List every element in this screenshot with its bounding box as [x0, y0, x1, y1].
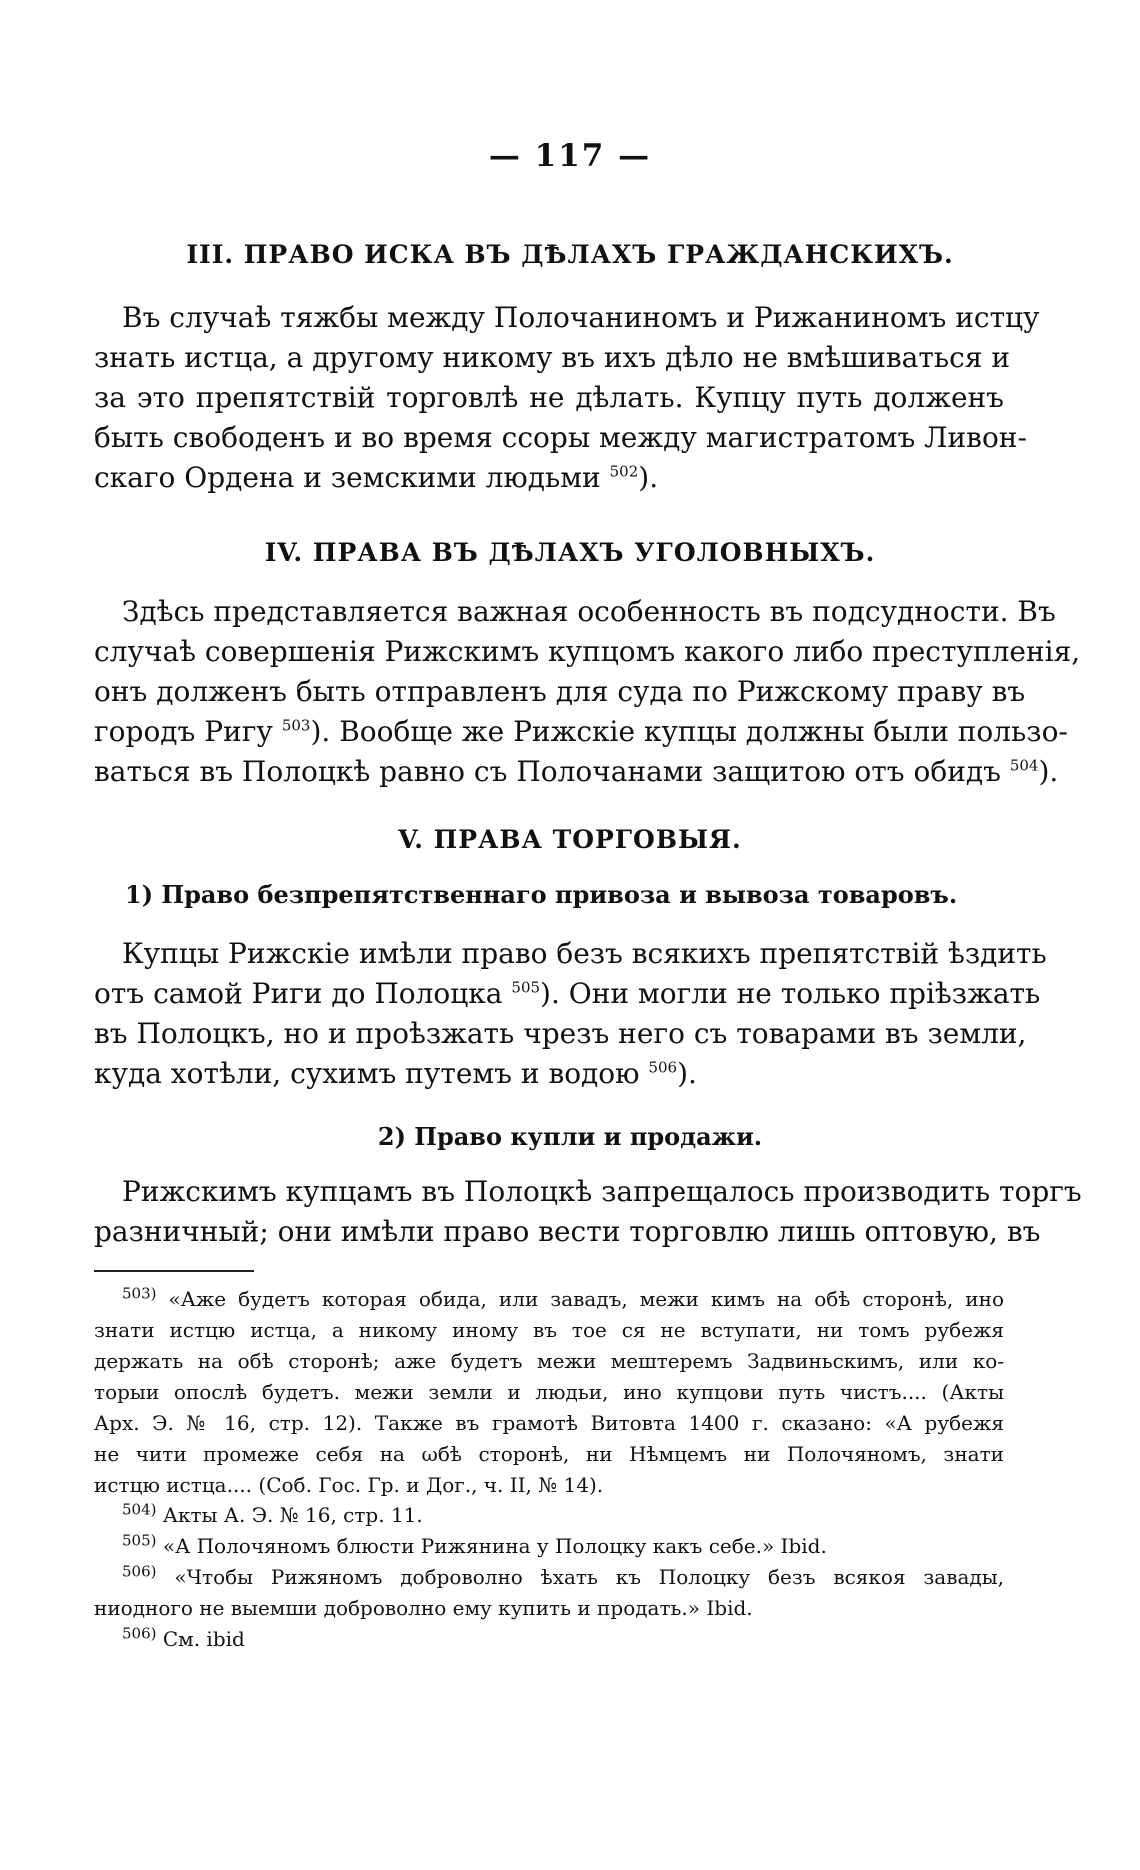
- text-line: онъ долженъ быть отправленъ для суда по Рижскому праву въ: [94, 675, 1026, 708]
- footnote-divider: [94, 1270, 254, 1272]
- footnote-505: [94, 1531, 1004, 1562]
- text-line: въ Полоцкъ, но и проѣзжать чрезъ него съ товарами въ земли,: [94, 1017, 1027, 1050]
- text-line: разничный; они имѣли право вести торговлю лишь оптовую, въ: [94, 1215, 1041, 1248]
- text-fragment: ).: [638, 461, 659, 494]
- page-number: — 117 —: [488, 138, 652, 174]
- footnote-line: торыи опослѣ будетъ. межи земли и людьи, ино купцови путь чистъ.... (Акты: [94, 1380, 1004, 1404]
- text-fragment: «Чтобы Рижяномъ доброволно ѣхать къ Полоцку безъ всякоя завады,: [174, 1565, 1005, 1589]
- paragraph-buying-selling: [94, 1172, 1082, 1252]
- section-heading-criminal: IV. ПРАВА ВЪ ДѢЛАХЪ УГОЛОВНЫХЪ.: [264, 538, 876, 567]
- text-line: [94, 458, 1004, 498]
- footnote-mark: 505): [122, 1531, 157, 1550]
- text-fragment: ). Они могли не только пріѣзжать: [540, 977, 1041, 1010]
- footnote-line: [94, 1284, 1004, 1315]
- footnote-506-second: [94, 1624, 1004, 1655]
- footnote-line: [94, 1531, 1004, 1562]
- footnote-line: истцю истца.... (Соб. Гос. Гр. и Дог., ч. II, № 14).: [94, 1473, 604, 1497]
- text-line: Въ случаѣ тяжбы между Полочаниномъ и Рижаниномъ истцу: [122, 301, 1040, 334]
- text-fragment: ).: [677, 1057, 697, 1090]
- footnote-504: [94, 1500, 1004, 1531]
- text-line: [94, 974, 1041, 1014]
- footnote-ref: 503: [281, 716, 311, 735]
- footnote-ref: 502: [609, 462, 639, 481]
- footnote-line: [94, 1500, 1004, 1531]
- footnote-line: держать на обѣ сторонѣ; аже будетъ межи мештеремъ Задвиньскимъ, или ко-: [94, 1349, 1004, 1373]
- text-fragment: ваться въ Полоцкѣ равно съ Полочанами защитою отъ обидъ: [94, 755, 1001, 788]
- text-line: за это препятствій торговлѣ не дѣлать. Купцу путь долженъ: [94, 381, 1004, 414]
- footnote-ref: 506: [648, 1058, 678, 1077]
- text-fragment: «А Полочяномъ блюсти Рижянина у Полоцку какъ себе.» Ibid.: [162, 1534, 827, 1558]
- text-fragment: отъ самой Риги до Полоцка: [94, 977, 503, 1010]
- footnote-line: [94, 1562, 1004, 1593]
- text-line: Купцы Рижскіе имѣли право безъ всякихъ препятствій ѣздить: [122, 937, 1047, 970]
- text-line: быть свободенъ и во время ссоры между магистратомъ Ливон-: [94, 421, 1027, 454]
- subsection-heading-buying-selling: 2) Право купли и продажи.: [377, 1122, 763, 1151]
- text-fragment: городъ Ригу: [94, 715, 273, 748]
- text-fragment: ).: [1038, 755, 1059, 788]
- footnote-ref: 504: [1009, 756, 1039, 775]
- footnote-503: [94, 1284, 1004, 1501]
- text-fragment: «Аже будетъ которая обида, или завадъ, межи кимъ на обѣ сторонѣ, ино: [168, 1287, 1004, 1311]
- text-fragment: См. ibid: [162, 1627, 245, 1651]
- paragraph-transport: [94, 934, 1047, 1094]
- text-line: [94, 712, 1068, 752]
- text-line: Здѣсь представляется важная особенность въ подсудности. Въ: [122, 595, 1056, 628]
- section-heading-trade: V. ПРАВА ТОРГОВЫЯ.: [398, 825, 742, 854]
- footnote-506: [94, 1562, 1004, 1624]
- paragraph-criminal: [94, 592, 1081, 792]
- text-fragment: скаго Ордена и земскими людьми: [94, 461, 601, 494]
- text-line: Рижскимъ купцамъ въ Полоцкѣ запрещалось производить торгъ: [122, 1175, 1082, 1208]
- footnote-ref: 505: [511, 978, 541, 997]
- text-line: знать истца, а другому никому въ ихъ дѣло не вмѣшиваться и: [94, 341, 1011, 374]
- text-fragment: Акты А. Э. № 16, стр. 11.: [162, 1503, 423, 1527]
- footnote-line: не чити промеже себя на ωбѣ сторонѣ, ни Нѣмцемъ ни Полочяномъ, знати: [94, 1442, 1004, 1466]
- subsection-heading-transport: 1) Право безпрепятственнаго привоза и вывоза товаровъ.: [125, 880, 958, 909]
- text-line: [94, 1054, 1004, 1094]
- footnote-line: [94, 1624, 1004, 1655]
- footnote-line: ниодного не выемши доброволно ему купить и продать.» Ibid.: [94, 1596, 753, 1620]
- paragraph-civil: [94, 298, 1040, 498]
- section-heading-civil: III. ПРАВО ИСКА ВЪ ДѢЛАХЪ ГРАЖДАНСКИХЪ.: [186, 240, 954, 269]
- text-fragment: куда хотѣли, сухимъ путемъ и водою: [94, 1057, 640, 1090]
- footnote-mark: 506): [122, 1562, 157, 1581]
- footnote-mark: 506): [122, 1624, 157, 1643]
- footnote-line: знати истцю истца, а никому иному въ тое ся не вступати, ни томъ рубежя: [94, 1318, 1004, 1342]
- footnote-mark: 503): [122, 1284, 157, 1303]
- text-line: [94, 752, 1059, 792]
- text-fragment: ). Вообще же Рижскіе купцы должны были пользо-: [310, 715, 1068, 748]
- text-line: случаѣ совершенія Рижскимъ купцомъ какого либо преступленія,: [94, 635, 1081, 668]
- footnote-line: Арх. Э. № 16, стр. 12). Также въ грамотѣ Витовта 1400 г. сказано: «А рубежя: [94, 1411, 1004, 1435]
- footnote-mark: 504): [122, 1500, 157, 1519]
